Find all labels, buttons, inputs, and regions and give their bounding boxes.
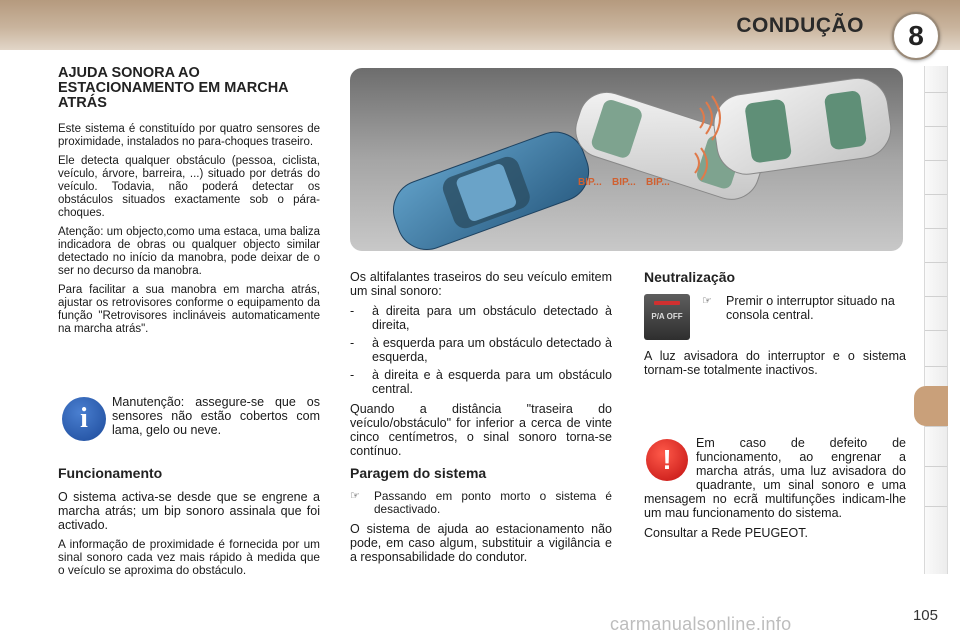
list-item-text: à esquerda para um obstáculo detectado à esquerda, — [372, 336, 612, 364]
paragraph: Quando a distância "traseira do veículo/obstáculo" for inferior a cerca de vinte cinco centímetros, o sinal sonoro torna-se contínuo. — [350, 402, 612, 458]
side-tab-divider — [925, 330, 947, 331]
side-tab-divider — [925, 126, 947, 127]
warning-icon-spacer — [644, 436, 696, 484]
paragraph: A informação de proximidade é fornecida por um sinal sonoro cada vez mais rápido à medida que o veículo se aproxima do obstáculo. — [58, 537, 320, 577]
lamp-text-block — [644, 349, 906, 383]
paragraph: Ele detecta qualquer obstáculo (pessoa, ciclista, veículo, árvore, barreira, ...) situado por detrás do veículo. Todavia, não poderá detectar os obstáculos situados exactamente sob o pára-choques. — [58, 155, 320, 219]
beep-label: BIP... — [612, 177, 636, 188]
side-tab-divider — [925, 466, 947, 467]
parking-illustration-svg — [350, 68, 903, 251]
side-tab-divider — [925, 506, 947, 507]
stop-section — [350, 466, 612, 570]
left-column — [58, 66, 320, 342]
switch-lamp — [654, 301, 680, 305]
side-tab-divider — [925, 92, 947, 93]
list-dash: - — [350, 368, 355, 382]
maintenance-note-text: Manutenção: assegure-se que os sensores não estão cobertos com lama, gelo ou neve. — [112, 395, 320, 437]
arrow-bullet-icon: ☞ — [702, 295, 712, 307]
right-column — [644, 270, 906, 294]
list-item — [350, 368, 612, 396]
side-tab-divider — [925, 194, 947, 195]
neutralization-bullet — [702, 294, 906, 326]
maintenance-note — [112, 395, 320, 443]
paragraph: O sistema activa-se desde que se engrene a marcha atrás; um bip sonoro assinala que foi activado. — [58, 490, 320, 532]
paragraph: Para facilitar a sua manobra em marcha atrás, ajustar os retrovisores conforme o equipamento da função "Retrovisores inclináveis automaticamente na marcha atrás". — [58, 284, 320, 335]
watermark: carmanualsonline.info — [610, 614, 792, 634]
paragraph: Atenção: um objecto,como uma estaca, uma baliza indicadora de obras ou qualquer objecto similar detectado no início da manobra, pode deixar de o ser no decurso da manobra. — [58, 226, 320, 277]
switch-label: P/A OFF — [651, 312, 683, 321]
paragraph: Os altifalantes traseiros do seu veículo emitem um sinal sonoro: — [350, 270, 612, 298]
paragraph: O sistema de ajuda ao estacionamento não pode, em caso algum, substituir a vigilância e a responsabilidade do condutor. — [350, 522, 612, 564]
list-dash: - — [350, 336, 355, 350]
chapter-side-tabs — [924, 66, 948, 574]
warning-block — [644, 436, 906, 546]
page-number: 105 — [912, 607, 938, 624]
section-title-parking-aid: AJUDA SONORA AO ESTACIONAMENTO EM MARCHA ATRÁS — [58, 65, 289, 111]
list-dash: - — [350, 304, 355, 318]
section-title-operation: Funcionamento — [58, 465, 163, 481]
side-tab-divider — [925, 160, 947, 161]
side-tab-divider — [925, 296, 947, 297]
neutralization-bullet-text: Premir o interruptor situado na consola central. — [726, 294, 895, 322]
list-item — [350, 336, 612, 364]
warning-icon: ! — [646, 439, 688, 481]
stop-bullet-text: Passando em ponto morto o sistema é desactivado. — [374, 489, 612, 516]
paragraph: Este sistema é constituído por quatro sensores de proximidade, instalados no para-choques traseiro. — [58, 123, 320, 148]
list-item-text: à direita para um obstáculo detectado à direita, — [372, 304, 612, 332]
section-title-neutralization: Neutralização — [644, 269, 736, 285]
paragraph: A luz avisadora do interruptor e o sistema tornam-se totalmente inactivos. — [644, 349, 906, 377]
info-icon: i — [62, 397, 106, 441]
warning-text: Em caso de defeito de funcionamento, ao engrenar a marcha atrás, uma luz avisadora do quadrante, um sinal sonoro e uma mensagem no ecrã multifunções indicam-lhe um mau funcionamento do sistema. — [644, 436, 906, 520]
list-item — [702, 294, 906, 322]
stop-bullet — [350, 490, 612, 516]
side-tab-divider — [925, 228, 947, 229]
side-tab-divider — [925, 426, 947, 427]
section-title-stop: Paragem do sistema — [350, 465, 487, 481]
side-tab-divider — [925, 366, 947, 367]
parking-illustration — [350, 68, 903, 251]
list-item — [350, 304, 612, 332]
arrow-bullet-icon: ☞ — [350, 490, 360, 502]
park-assist-switch-icon — [644, 294, 690, 340]
chapter-badge: 8 — [892, 12, 940, 60]
side-tab-active-chapter[interactable] — [914, 386, 948, 426]
consult-text: Consultar a Rede PEUGEOT. — [644, 526, 808, 540]
operation-section — [58, 466, 320, 583]
middle-column — [350, 270, 612, 464]
beep-label: BIP... — [578, 177, 602, 188]
side-tab-divider — [925, 262, 947, 263]
page-title: CONDUÇÃO — [736, 14, 864, 37]
list-item-text: à direita e à esquerda para um obstáculo central. — [372, 368, 612, 396]
beep-label: BIP... — [646, 177, 670, 188]
